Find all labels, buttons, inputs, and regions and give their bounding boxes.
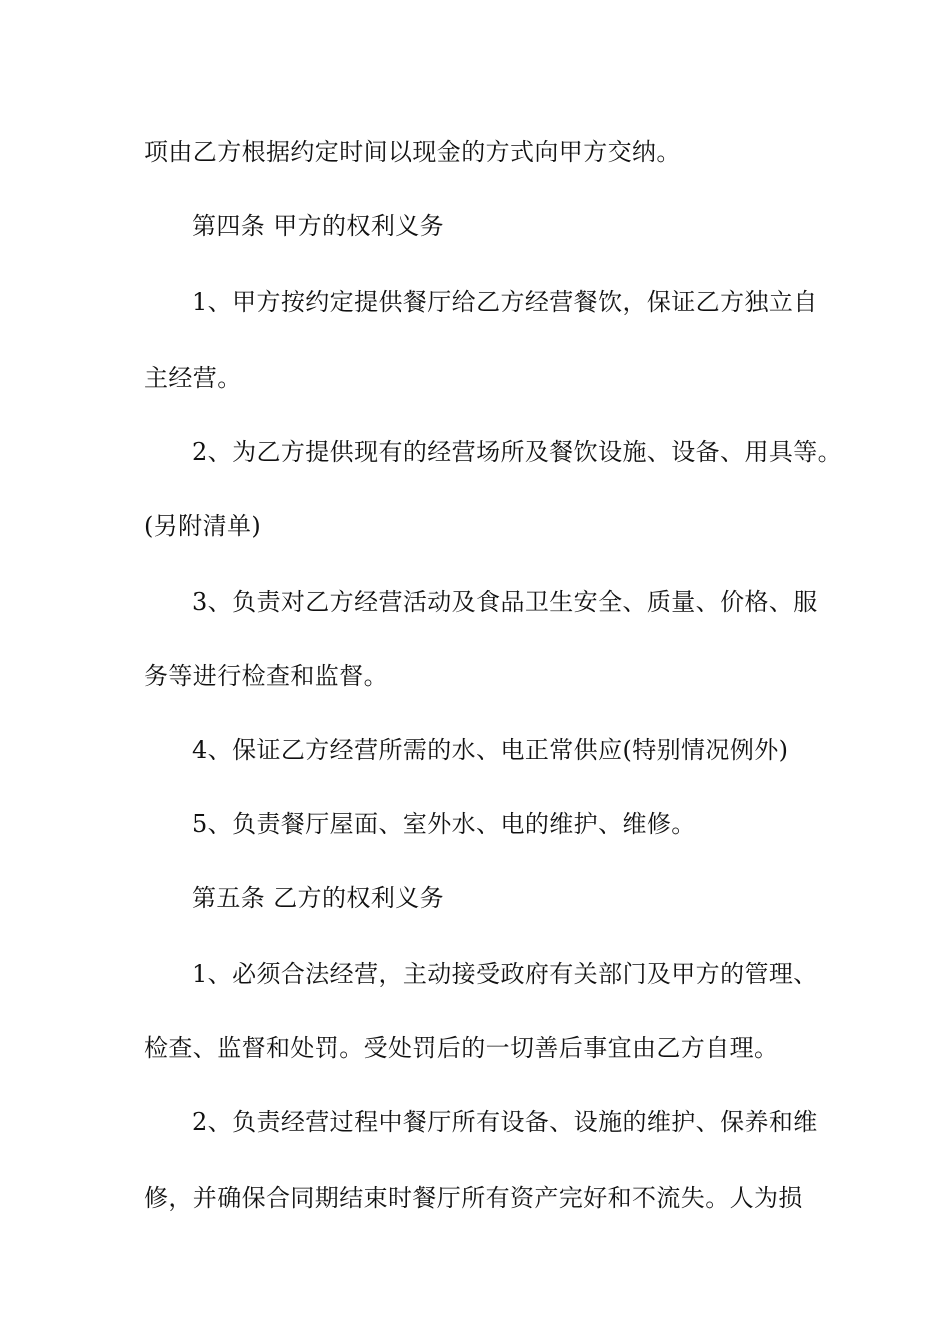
section-heading-article-4: 第四条 甲方的权利义务 (192, 212, 445, 240)
text-line-a5-item1-end: 检查、监督和处罚。受处罚后的一切善后事宜由乙方自理。 (144, 1034, 779, 1062)
text-line-a4-item4: 4、保证乙方经营所需的水、电正常供应(特别情况例外) (192, 736, 789, 764)
text-line-a4-item1-start: 1、甲方按约定提供餐厅给乙方经营餐饮，保证乙方独立自 (192, 288, 818, 316)
text-line-a4-item3-end: 务等进行检查和监督。 (144, 662, 388, 690)
text-line-a5-item1-start: 1、必须合法经营，主动接受政府有关部门及甲方的管理、 (192, 960, 818, 988)
text-line-payment-method: 项由乙方根据约定时间以现金的方式向甲方交纳。 (144, 138, 681, 166)
text-line-a4-item3-start: 3、负责对乙方经营活动及食品卫生安全、质量、价格、服 (192, 588, 818, 616)
text-line-a4-item1-end: 主经营。 (144, 364, 242, 392)
text-line-a4-item2-start: 2、为乙方提供现有的经营场所及餐饮设施、设备、用具等。 (192, 438, 843, 466)
text-line-a5-item2-continued: 修，并确保合同期结束时餐厅所有资产完好和不流失。人为损 (144, 1184, 803, 1212)
text-line-a5-item2-start: 2、负责经营过程中餐厅所有设备、设施的维护、保养和维 (192, 1108, 818, 1136)
text-line-a4-item2-end: (另附清单) (144, 512, 262, 540)
section-heading-article-5: 第五条 乙方的权利义务 (192, 884, 445, 912)
text-line-a4-item5: 5、负责餐厅屋面、室外水、电的维护、维修。 (192, 810, 696, 838)
